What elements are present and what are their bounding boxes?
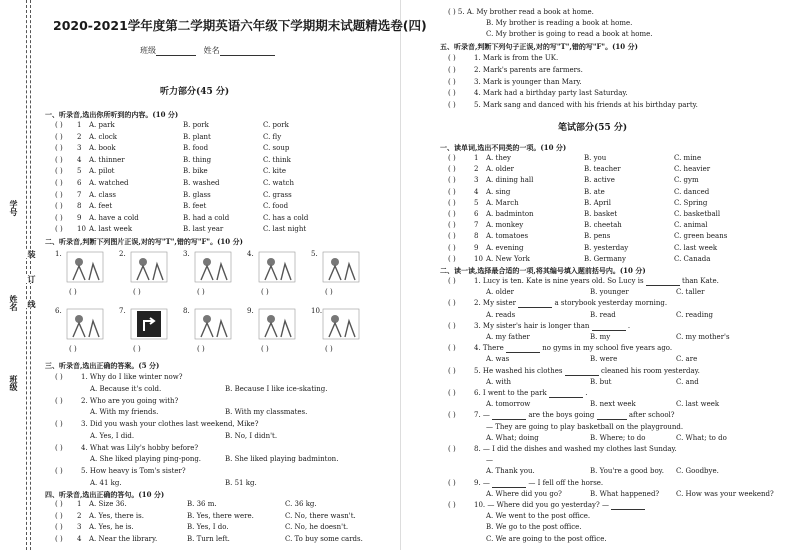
- option-b: B. 51 kg.: [225, 478, 257, 487]
- picture-number: 4.: [247, 250, 254, 258]
- answer-paren[interactable]: ( ): [448, 89, 456, 98]
- margin-student-id-label: 学号: [9, 200, 18, 216]
- answer-paren[interactable]: ( ): [448, 478, 456, 487]
- option-b: B. pork: [183, 121, 209, 129]
- option-b: B. plant: [183, 132, 211, 141]
- answer-paren[interactable]: ( ): [55, 373, 63, 381]
- question-text-2: .: [627, 321, 631, 330]
- option-a: A. badminton: [486, 210, 534, 218]
- item-number: 2: [77, 511, 82, 520]
- option-b: B. ate: [584, 187, 605, 196]
- item-number: 9: [474, 243, 479, 252]
- option-b: B. basket: [584, 210, 618, 218]
- option-a: A. Yes, I did.: [90, 431, 135, 440]
- option-a: A. tomorrow: [486, 400, 531, 409]
- option-b: B. Germany: [584, 254, 626, 263]
- option-a: A. clock: [89, 132, 118, 141]
- picture-number: 5.: [311, 250, 318, 258]
- question-text: 5. He washed his clothes: [474, 366, 563, 375]
- option-b: B. With my classmates.: [225, 408, 308, 417]
- question-line: [474, 411, 675, 420]
- option-b: B. were: [590, 355, 618, 364]
- option-b: B. Yes, there were.: [187, 511, 254, 520]
- option-c: C. food: [263, 202, 289, 211]
- writing-heading: 笔试部分(55 分): [558, 123, 628, 133]
- option-c: C. danced: [674, 187, 710, 196]
- answer-paren[interactable]: ( ): [55, 396, 63, 405]
- option-a: A. watched: [89, 179, 129, 187]
- question-line: [474, 367, 700, 376]
- item-number: 1: [474, 154, 479, 162]
- option-c: C. To buy some cards.: [285, 534, 363, 543]
- option-b: B. 36 m.: [187, 500, 217, 508]
- question-text-2: .: [585, 389, 588, 397]
- answer-paren[interactable]: ( ): [133, 288, 141, 296]
- answer-paren[interactable]: ( ): [448, 254, 456, 263]
- option-c: C. Goodbye.: [676, 467, 719, 476]
- option-c: C. think: [263, 155, 291, 164]
- item-number: 1: [77, 121, 82, 129]
- answer-paren[interactable]: ( ): [55, 443, 63, 452]
- answer-paren[interactable]: ( ): [55, 167, 63, 176]
- option-c: C. green beans: [674, 232, 728, 241]
- question-line: [474, 322, 630, 331]
- option-b: B. had a cold: [183, 213, 230, 222]
- paren[interactable]: ( ): [448, 8, 456, 16]
- answer-paren[interactable]: ( ): [448, 299, 456, 308]
- answer-paren[interactable]: ( ): [448, 344, 456, 353]
- option-a: A. reads: [486, 310, 516, 319]
- answer-blank[interactable]: [492, 487, 526, 488]
- option-b: B. bike: [183, 167, 208, 176]
- question-line: [474, 277, 719, 286]
- answer-paren[interactable]: ( ): [55, 467, 63, 476]
- item-number: 4: [77, 534, 82, 543]
- question-text: 10. — Where did you go yesterday? —: [474, 501, 609, 509]
- listening-s3-title: 三、听录音,选出正确的答案。(5 分): [45, 361, 160, 370]
- q5-a: 5. A. My brother read a book at home.: [457, 8, 594, 16]
- answer-paren[interactable]: ( ): [448, 198, 456, 207]
- margin-name-label: 姓名: [9, 295, 18, 311]
- answer-paren[interactable]: ( ): [448, 54, 456, 62]
- question: 2. Who are you going with?: [81, 396, 179, 405]
- answer-paren[interactable]: ( ): [261, 288, 269, 296]
- margin-cut-2: 订: [27, 275, 36, 283]
- option-c: C. watch: [263, 179, 294, 187]
- option-a: A. 41 kg.: [90, 478, 122, 487]
- question: 4. What was Lily's hobby before?: [81, 443, 199, 452]
- option-b: B. What happened?: [590, 489, 660, 498]
- option-c: C. taller: [676, 288, 705, 297]
- item-number: 4: [474, 187, 479, 196]
- answer-blank[interactable]: [518, 307, 552, 308]
- left-column: [45, 0, 427, 550]
- answer-paren[interactable]: ( ): [55, 121, 63, 129]
- answer-paren[interactable]: ( ): [55, 190, 63, 199]
- option-b: B. but: [590, 377, 612, 386]
- item-number: 2: [77, 132, 82, 141]
- answer-paren[interactable]: ( ): [448, 101, 456, 110]
- answer-paren[interactable]: ( ): [448, 210, 456, 218]
- option-c: C. Spring: [674, 198, 708, 207]
- option-c: C. last night: [263, 225, 307, 234]
- answer-paren[interactable]: ( ): [448, 366, 456, 375]
- question-text: 4. There: [474, 344, 504, 353]
- option-a: A. Where did you go?: [486, 489, 562, 498]
- answer-paren[interactable]: ( ): [448, 154, 456, 162]
- option-b: B. my: [590, 333, 611, 341]
- option-b: B. No, I didn't.: [225, 431, 278, 440]
- question-text: 8. — I did the dishes and washed my clothes last Sunday.: [474, 445, 677, 453]
- answer-paren[interactable]: ( ): [448, 411, 456, 420]
- answer-paren[interactable]: ( ): [448, 165, 456, 174]
- kids-icon: [65, 307, 105, 341]
- answer-paren[interactable]: ( ): [55, 144, 63, 153]
- option-c: C. 36 kg.: [285, 500, 317, 508]
- option-b: B. read: [590, 310, 616, 319]
- answer-paren[interactable]: ( ): [69, 288, 77, 296]
- option-b: B. pens: [584, 232, 611, 241]
- answer-paren[interactable]: ( ): [448, 277, 456, 285]
- answer-paren[interactable]: ( ): [55, 523, 63, 532]
- answer-blank[interactable]: [592, 330, 626, 331]
- item-number: 7: [474, 221, 479, 230]
- margin-cut-3: 线: [27, 300, 36, 308]
- answer-paren[interactable]: ( ): [55, 179, 63, 187]
- road-sign-icon: [129, 307, 169, 341]
- house-icon: [321, 250, 361, 284]
- answer-paren[interactable]: ( ): [55, 420, 63, 429]
- item-number: 5: [474, 198, 479, 207]
- option-b: B. feet: [183, 202, 207, 211]
- option-a: A. monkey: [486, 221, 524, 230]
- answer-paren[interactable]: ( ): [55, 511, 63, 520]
- option-a: A. thinner: [89, 155, 125, 164]
- statement: 1. Mark is from the UK.: [474, 54, 559, 62]
- animal-icon: [193, 250, 233, 284]
- right-column: [440, 0, 790, 550]
- option-c: C. What; to do: [676, 433, 727, 442]
- item-number: 6: [77, 179, 82, 187]
- option-b: B. April: [584, 198, 611, 207]
- column-divider: [400, 0, 401, 550]
- question-line: [474, 501, 645, 510]
- name-field[interactable]: [220, 55, 275, 56]
- option-a: A. was: [486, 355, 510, 364]
- option-b: B. Turn left.: [187, 534, 230, 543]
- animal-icon: [193, 307, 233, 341]
- tree-icon: [257, 307, 297, 341]
- listening-s2-title: 二、听录音,判断下列图片正误,对的写"T",错的写"F"。(10 分): [45, 237, 243, 246]
- answer-blank[interactable]: [565, 375, 599, 376]
- option-a: A. feet: [89, 202, 113, 211]
- picture-number: 1.: [55, 250, 62, 258]
- answer-paren[interactable]: ( ): [69, 345, 77, 353]
- option-b: B. yesterday: [584, 243, 629, 252]
- option-c: C. Canada: [674, 254, 711, 263]
- option-a: A. Yes, there is.: [89, 511, 144, 520]
- option-b: B. Because I like ice-skating.: [225, 384, 328, 393]
- option-a: A. have a cold: [89, 213, 139, 222]
- car-icon: [129, 250, 169, 284]
- item-number: 6: [474, 210, 479, 218]
- option-a: A. Near the library.: [89, 534, 158, 543]
- option-a: A. She liked playing ping-pong.: [90, 455, 202, 464]
- question-text: 1. Lucy is ten. Kate is nine years old. So Lucy is: [474, 277, 644, 285]
- question: 3. Did you wash your clothes last weekend, Mike?: [81, 420, 259, 429]
- sub-line: —: [486, 456, 493, 465]
- answer-paren[interactable]: ( ): [448, 243, 456, 252]
- question-line: [474, 479, 603, 488]
- answer-paren[interactable]: ( ): [448, 389, 456, 397]
- question-text-2: than Kate.: [682, 277, 719, 285]
- option-b: B. you: [584, 154, 607, 162]
- picture-number: 2.: [119, 250, 126, 258]
- question-text: 3. My sister's hair is longer than: [474, 321, 590, 330]
- class-field[interactable]: [156, 55, 196, 56]
- question-text-2: a storybook yesterday morning.: [554, 299, 668, 308]
- option-a: A. Thank you.: [486, 467, 535, 476]
- margin-cut-1: 装: [27, 250, 36, 258]
- item-number: 9: [77, 213, 82, 222]
- answer-paren[interactable]: ( ): [448, 321, 456, 330]
- option-a: A. March: [486, 198, 519, 207]
- option-c: C. gym: [674, 176, 699, 185]
- item-number: 1: [77, 500, 82, 508]
- option-c: C. heavier: [674, 165, 711, 174]
- option-c: C. pork: [263, 121, 289, 129]
- binding-margin: [0, 0, 38, 550]
- item-number: 8: [474, 232, 479, 241]
- option-b: B. teacher: [584, 165, 621, 174]
- option-a: A. With my friends.: [90, 408, 159, 417]
- option-c: C. last week: [674, 243, 718, 252]
- option-c: C. last week: [676, 400, 720, 409]
- option: B. We go to the post office.: [486, 523, 582, 532]
- option-b: B. washed: [183, 179, 220, 187]
- answer-blank[interactable]: [492, 419, 526, 420]
- option-a: A. older: [486, 165, 514, 174]
- question-text: 9. —: [474, 478, 490, 487]
- answer-blank[interactable]: [611, 509, 645, 510]
- picture-number: 8.: [183, 307, 190, 315]
- option-a: A. my father: [486, 333, 530, 341]
- answer-paren[interactable]: ( ): [55, 132, 63, 141]
- option: A. We went to the post office.: [486, 512, 591, 521]
- option-c: C. my mother's: [676, 333, 730, 341]
- option-b: B. last year: [183, 225, 224, 234]
- answer-paren[interactable]: ( ): [55, 500, 63, 508]
- answer-paren[interactable]: ( ): [55, 213, 63, 222]
- q5-b: B. My brother is reading a book at home.: [486, 19, 633, 27]
- option-b: B. You're a good boy.: [590, 467, 664, 476]
- option-a: A. older: [486, 288, 514, 297]
- item-number: 10: [77, 225, 86, 234]
- question-text: 6. I went to the park: [474, 389, 547, 397]
- answer-paren[interactable]: ( ): [55, 225, 63, 234]
- listening-heading: 听力部分(45 分): [160, 87, 230, 97]
- writing-s2-title: 二、读一读,选择最合适的一项,将其编号填入题前括号内。(10 分): [440, 266, 646, 275]
- kids-icon: [65, 250, 105, 284]
- q5-c: C. My brother is going to read a book at home.: [486, 30, 653, 38]
- question: 5. How heavy is Tom's sister?: [81, 467, 186, 476]
- answer-blank[interactable]: [549, 397, 583, 398]
- option-c: C. No, he doesn't.: [285, 523, 349, 532]
- question-line: [474, 445, 677, 454]
- answer-blank-2[interactable]: [597, 419, 627, 420]
- option-a: A. class: [89, 190, 117, 199]
- item-number: 7: [77, 190, 82, 199]
- item-number: 3: [77, 523, 82, 532]
- option-c: C. fly: [263, 132, 282, 141]
- answer-paren[interactable]: ( ): [197, 288, 205, 296]
- statement: 2. Mark's parents are farmers.: [474, 65, 583, 74]
- answer-paren[interactable]: ( ): [448, 65, 456, 74]
- margin-class-label: 班级: [9, 375, 18, 391]
- answer-paren[interactable]: ( ): [448, 501, 456, 509]
- picture-number: 7.: [119, 307, 126, 315]
- answer-paren[interactable]: ( ): [325, 345, 333, 353]
- option-c: C. grass: [263, 190, 292, 199]
- picture-number: 6.: [55, 307, 62, 315]
- tree-icon: [257, 250, 297, 284]
- listening-s5-title: 五、听录音,判断下列句子正误,对的写"T",错的写"F"。(10 分): [440, 42, 638, 51]
- option-b: B. thing: [183, 155, 212, 164]
- option-a: A. Size 36.: [89, 500, 127, 508]
- option-b: B. food: [183, 144, 209, 153]
- option-a: A. park: [89, 121, 115, 129]
- question-text-2: are the boys going: [528, 411, 595, 420]
- answer-paren[interactable]: ( ): [55, 202, 63, 211]
- option-b: B. cheetah: [584, 221, 622, 230]
- option-a: A. sing: [486, 187, 511, 196]
- option-c: C. animal: [674, 221, 708, 230]
- item-number: 3: [77, 144, 82, 153]
- question-text-2: cleaned his room yesterday.: [600, 366, 700, 375]
- answer-blank[interactable]: [506, 352, 540, 353]
- item-number: 2: [474, 165, 479, 174]
- option-a: A. What; doing: [486, 433, 539, 442]
- item-number: 4: [77, 155, 82, 164]
- option-b: B. younger: [590, 288, 629, 297]
- question-text: 2. My sister: [474, 299, 516, 308]
- answer-paren[interactable]: ( ): [197, 345, 205, 353]
- answer-paren[interactable]: ( ): [325, 288, 333, 296]
- picture-number: 9.: [247, 307, 254, 315]
- statement: 5. Mark sang and danced with his friends at his birthday party.: [474, 101, 698, 110]
- option-a: A. tomatoes: [486, 232, 529, 241]
- option: C. We are going to the post office.: [486, 534, 607, 543]
- option-a: A. last week: [89, 225, 133, 234]
- option-c: C. reading: [676, 310, 713, 319]
- answer-paren[interactable]: ( ): [261, 345, 269, 353]
- answer-paren[interactable]: ( ): [448, 445, 456, 453]
- option-a: A. pilot: [89, 167, 115, 176]
- answer-paren[interactable]: ( ): [448, 187, 456, 196]
- item-number: 8: [77, 202, 82, 211]
- picture-number: 10.: [311, 307, 323, 315]
- listening-s4-title: 四、听录音,选出正确的答句。(10 分): [45, 490, 165, 499]
- option-c: C. How was your weekend?: [676, 489, 774, 498]
- option-a: A. Yes, he is.: [89, 523, 134, 532]
- writing-s1-title: 一、读单词,选出不同类的一项。(10 分): [440, 143, 567, 152]
- question-text-2: — I fell off the horse.: [528, 478, 604, 487]
- option-a: A. New York: [486, 254, 530, 263]
- answer-paren[interactable]: ( ): [448, 221, 456, 230]
- answer-paren[interactable]: ( ): [55, 534, 63, 543]
- option-c: C. mine: [674, 154, 702, 162]
- option-c: C. No, there wasn't.: [285, 511, 356, 520]
- option-b: B. next week: [590, 400, 636, 409]
- item-number: 10: [474, 254, 483, 263]
- answer-paren[interactable]: ( ): [448, 176, 456, 185]
- option-a: A. with: [486, 377, 512, 386]
- class-label: 班级: [140, 46, 156, 55]
- question: 1. Why do I like winter now?: [81, 373, 183, 381]
- question-line: [474, 344, 672, 353]
- answer-paren[interactable]: ( ): [55, 155, 63, 164]
- statement: 3. Mark is younger than Mary.: [474, 77, 582, 86]
- building-icon: [321, 307, 361, 341]
- question-text-2: no gyms in my school five years ago.: [542, 344, 673, 353]
- option-c: C. basketball: [674, 210, 721, 218]
- statement: 4. Mark had a birthday party last Saturday.: [474, 89, 628, 98]
- option-b: B. glass: [183, 190, 211, 199]
- answer-blank[interactable]: [646, 285, 680, 286]
- option-c: C. kite: [263, 167, 286, 176]
- question-line: [474, 299, 667, 308]
- page-title: 2020-2021学年度第二学期英语六年级下学期期末试题精选卷(四): [53, 18, 427, 33]
- option-b: B. She liked playing badminton.: [225, 455, 339, 464]
- option-c: C. soup: [263, 144, 290, 153]
- option-c: C. are: [676, 355, 698, 364]
- option-a: A. dining hall: [486, 176, 534, 185]
- listening-s1-title: 一、听录音,选出你所听到的内容。(10 分): [45, 110, 179, 119]
- option-a: A. book: [89, 144, 116, 153]
- answer-paren[interactable]: ( ): [448, 232, 456, 241]
- option-a: A. they: [486, 154, 511, 162]
- question-text: 7. —: [474, 411, 490, 420]
- option-a: A. evening: [486, 243, 524, 252]
- answer-paren[interactable]: ( ): [448, 77, 456, 86]
- question-text-3: after school?: [628, 411, 675, 420]
- answer-paren[interactable]: ( ): [133, 345, 141, 353]
- name-label: 姓名: [203, 46, 220, 55]
- option-c: C. and: [676, 377, 699, 386]
- picture-number: 3.: [183, 250, 190, 258]
- item-number: 3: [474, 176, 479, 185]
- option-b: B. Yes, I do.: [187, 523, 229, 532]
- sub-line: — They are going to play basketball on the playground.: [486, 422, 684, 431]
- item-number: 5: [77, 167, 82, 176]
- option-b: B. active: [584, 176, 615, 185]
- question-line: [474, 389, 587, 398]
- option-b: B. Where; to do: [590, 433, 646, 442]
- option-a: A. Because it's cold.: [90, 384, 162, 393]
- option-c: C. has a cold: [263, 213, 309, 222]
